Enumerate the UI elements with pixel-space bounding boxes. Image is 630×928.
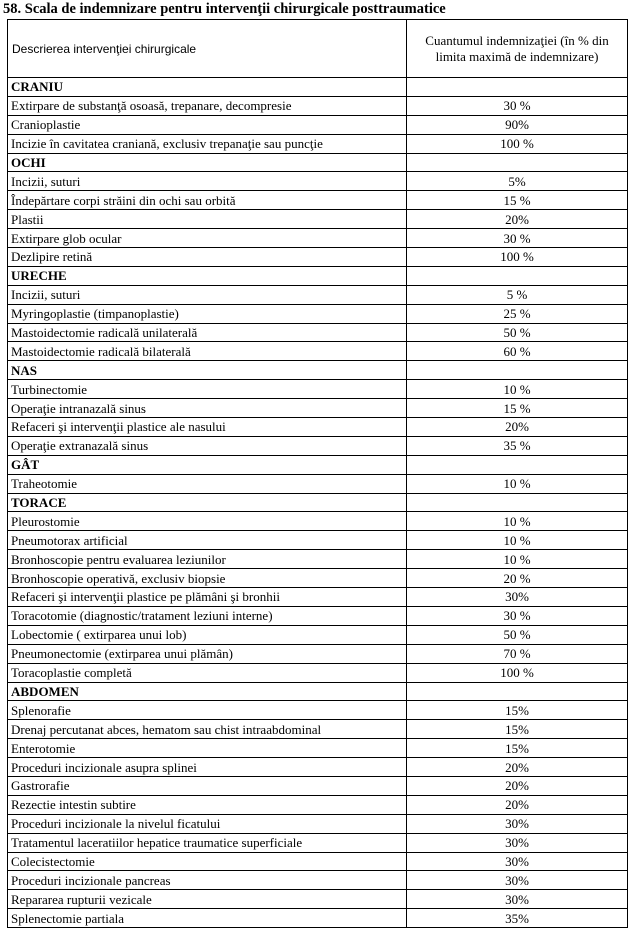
intervention-description: Lobectomie ( extirparea unui lob) <box>8 625 407 644</box>
indemnity-percentage: 10 % <box>407 512 628 531</box>
table-row <box>8 701 628 720</box>
intervention-description: Incizii, suturi <box>8 172 407 191</box>
indemnity-percentage: 20% <box>407 758 628 777</box>
table-header-row <box>8 20 628 78</box>
table-row <box>8 909 628 928</box>
table-row <box>8 758 628 777</box>
indemnity-percentage: 30% <box>407 890 628 909</box>
section-empty-cell <box>407 153 628 172</box>
intervention-description: Traheotomie <box>8 474 407 493</box>
indemnity-percentage: 100 % <box>407 663 628 682</box>
table-row <box>8 285 628 304</box>
section-empty-cell <box>407 682 628 701</box>
table-row <box>8 418 628 437</box>
indemnity-percentage: 30% <box>407 852 628 871</box>
intervention-description: Incizie în cavitatea craniană, exclusiv trepanaţie sau puncţie <box>8 134 407 153</box>
indemnity-percentage: 20% <box>407 795 628 814</box>
indemnity-percentage: 30 % <box>407 96 628 115</box>
intervention-description: Mastoidectomie radicală bilaterală <box>8 342 407 361</box>
indemnity-percentage: 10 % <box>407 474 628 493</box>
indemnity-percentage: 20% <box>407 210 628 229</box>
intervention-description: Extirpare glob ocular <box>8 229 407 248</box>
indemnity-percentage: 100 % <box>407 248 628 267</box>
section-empty-cell <box>407 361 628 380</box>
intervention-description: Cranioplastie <box>8 115 407 134</box>
intervention-description: Tratamentul laceratiilor hepatice traumatice superficiale <box>8 833 407 852</box>
table-row <box>8 814 628 833</box>
indemnity-percentage: 35 % <box>407 436 628 455</box>
intervention-description: Repararea rupturii vezicale <box>8 890 407 909</box>
intervention-description: Proceduri incizionale asupra splinei <box>8 758 407 777</box>
section-row <box>8 153 628 172</box>
intervention-description: Dezlipire retină <box>8 248 407 267</box>
intervention-description: Toracotomie (diagnostic/tratament leziuni interne) <box>8 606 407 625</box>
table-row <box>8 323 628 342</box>
table-row <box>8 531 628 550</box>
table-row <box>8 588 628 607</box>
indemnity-percentage: 100 % <box>407 134 628 153</box>
intervention-description: Splenectomie partiala <box>8 909 407 928</box>
intervention-description: Incizii, suturi <box>8 285 407 304</box>
section-title: OCHI <box>8 153 407 172</box>
table-row <box>8 191 628 210</box>
intervention-description: Toracoplastie completă <box>8 663 407 682</box>
table-row <box>8 134 628 153</box>
indemnity-percentage: 5 % <box>407 285 628 304</box>
table-row <box>8 380 628 399</box>
indemnity-percentage: 10 % <box>407 380 628 399</box>
intervention-description: Splenorafie <box>8 701 407 720</box>
indemnity-percentage: 90% <box>407 115 628 134</box>
table-row <box>8 210 628 229</box>
table-row <box>8 304 628 323</box>
table-row <box>8 229 628 248</box>
table-row <box>8 795 628 814</box>
indemnity-percentage: 70 % <box>407 644 628 663</box>
intervention-description: Plastii <box>8 210 407 229</box>
indemnity-percentage: 15 % <box>407 399 628 418</box>
table-row <box>8 739 628 758</box>
table-row <box>8 569 628 588</box>
header-description: Descrierea intervenţiei chirurgicale <box>8 20 407 78</box>
indemnity-percentage: 60 % <box>407 342 628 361</box>
intervention-description: Drenaj percutanat abces, hematom sau chist intraabdominal <box>8 720 407 739</box>
indemnity-percentage: 50 % <box>407 625 628 644</box>
section-empty-cell <box>407 78 628 97</box>
intervention-description: Pleurostomie <box>8 512 407 531</box>
section-title: NAS <box>8 361 407 380</box>
indemnity-percentage: 30% <box>407 814 628 833</box>
section-title: TORACE <box>8 493 407 512</box>
table-row <box>8 436 628 455</box>
intervention-description: Colecistectomie <box>8 852 407 871</box>
intervention-description: Mastoidectomie radicală unilaterală <box>8 323 407 342</box>
table-row <box>8 720 628 739</box>
intervention-description: Operaţie extranazală sinus <box>8 436 407 455</box>
intervention-description: Proceduri incizionale pancreas <box>8 871 407 890</box>
table-row <box>8 512 628 531</box>
intervention-description: Refaceri şi intervenţii plastice pe plămâni şi bronhii <box>8 588 407 607</box>
indemnity-percentage: 50 % <box>407 323 628 342</box>
intervention-description: Refaceri şi intervenţii plastice ale nasului <box>8 418 407 437</box>
header-percentage: Cuantumul indemnizaţiei (în % din limita maximă de indemnizare) <box>407 20 628 78</box>
section-row <box>8 493 628 512</box>
table-row <box>8 606 628 625</box>
section-title: ABDOMEN <box>8 682 407 701</box>
section-title: URECHE <box>8 266 407 285</box>
intervention-description: Enterotomie <box>8 739 407 758</box>
indemnity-percentage: 30% <box>407 833 628 852</box>
table-row <box>8 474 628 493</box>
indemnity-percentage: 10 % <box>407 531 628 550</box>
section-row <box>8 78 628 97</box>
table-row <box>8 663 628 682</box>
document-title: 58. Scala de indemnizare pentru intervenţii chirurgicale posttraumatice <box>3 1 446 17</box>
intervention-description: Bronhoscopie operativă, exclusiv biopsie <box>8 569 407 588</box>
section-empty-cell <box>407 493 628 512</box>
section-empty-cell <box>407 266 628 285</box>
intervention-description: Extirpare de substanţă osoasă, trepanare, decompresie <box>8 96 407 115</box>
table-row <box>8 248 628 267</box>
table-row <box>8 833 628 852</box>
indemnity-percentage: 25 % <box>407 304 628 323</box>
intervention-description: Operaţie intranazală sinus <box>8 399 407 418</box>
intervention-description: Îndepărtare corpi străini din ochi sau orbită <box>8 191 407 210</box>
indemnity-percentage: 30% <box>407 588 628 607</box>
indemnity-percentage: 10 % <box>407 550 628 569</box>
indemnity-percentage: 15% <box>407 739 628 758</box>
intervention-description: Pneumonectomie (extirparea unui plămân) <box>8 644 407 663</box>
indemnity-percentage: 20% <box>407 776 628 795</box>
indemnity-percentage: 20% <box>407 418 628 437</box>
indemnity-percentage: 20 % <box>407 569 628 588</box>
indemnity-percentage: 15% <box>407 720 628 739</box>
table-row <box>8 342 628 361</box>
indemnity-percentage: 15% <box>407 701 628 720</box>
table-row <box>8 890 628 909</box>
indemnity-percentage: 15 % <box>407 191 628 210</box>
intervention-description: Rezectie intestin subtire <box>8 795 407 814</box>
indemnity-percentage: 30 % <box>407 229 628 248</box>
section-row <box>8 266 628 285</box>
indemnity-percentage: 35% <box>407 909 628 928</box>
table-row <box>8 776 628 795</box>
section-row <box>8 361 628 380</box>
section-row <box>8 682 628 701</box>
indemnity-percentage: 30 % <box>407 606 628 625</box>
indemnity-percentage: 5% <box>407 172 628 191</box>
table-row <box>8 871 628 890</box>
table-row <box>8 172 628 191</box>
table-body <box>8 20 628 928</box>
intervention-description: Turbinectomie <box>8 380 407 399</box>
intervention-description: Myringoplastie (timpanoplastie) <box>8 304 407 323</box>
table-row <box>8 96 628 115</box>
indemnity-table <box>7 19 628 928</box>
table-row <box>8 625 628 644</box>
intervention-description: Pneumotorax artificial <box>8 531 407 550</box>
table-row <box>8 115 628 134</box>
table-row <box>8 550 628 569</box>
section-title: CRANIU <box>8 78 407 97</box>
indemnity-percentage: 30% <box>407 871 628 890</box>
section-row <box>8 455 628 474</box>
intervention-description: Proceduri incizionale la nivelul ficatului <box>8 814 407 833</box>
section-empty-cell <box>407 455 628 474</box>
intervention-description: Bronhoscopie pentru evaluarea leziunilor <box>8 550 407 569</box>
table-row <box>8 644 628 663</box>
intervention-description: Gastrorafie <box>8 776 407 795</box>
table-row <box>8 852 628 871</box>
section-title: GÂT <box>8 455 407 474</box>
table-row <box>8 399 628 418</box>
